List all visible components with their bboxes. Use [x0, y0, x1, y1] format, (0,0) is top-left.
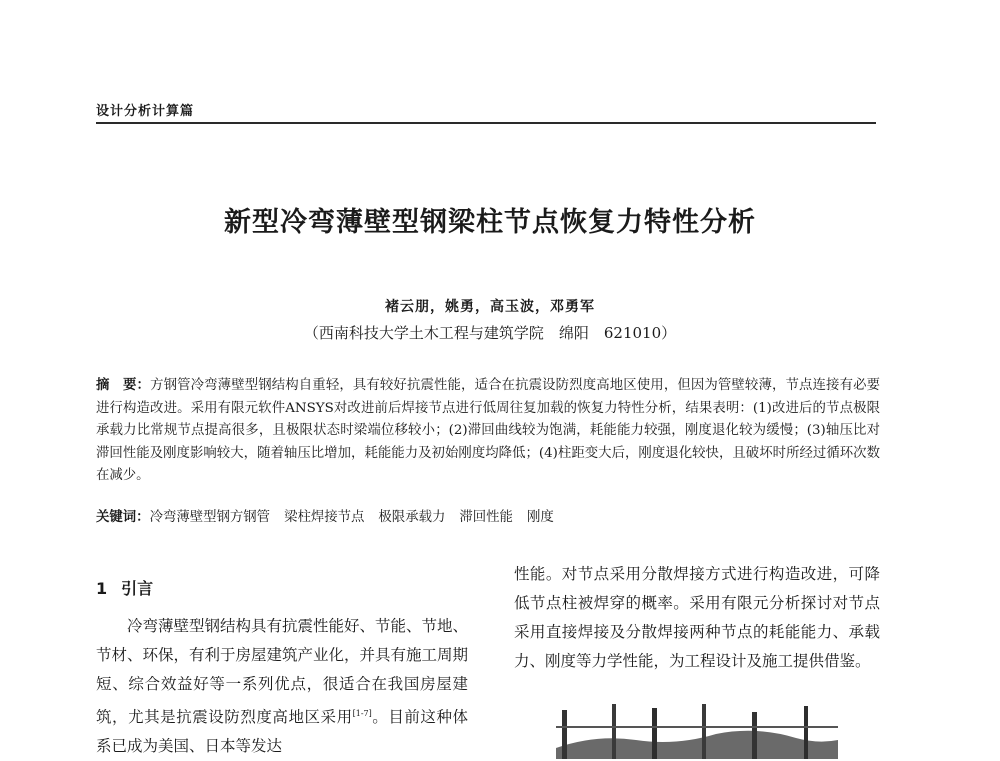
keyword: 极限承载力: [378, 510, 446, 525]
left-column: [96, 612, 468, 761]
citation: [1-7]: [352, 709, 372, 718]
abstract-label: 摘 要：: [96, 377, 151, 393]
affiliation: （西南科技大学土木工程与建筑学院 绵阳 621010）: [303, 324, 677, 342]
abstract: [96, 374, 880, 488]
section-label: 设计分析计算篇: [96, 104, 195, 119]
right-column: [514, 560, 880, 676]
keyword: 冷弯薄壁型钢方钢管: [149, 510, 271, 525]
section-number: 1: [96, 579, 108, 598]
header-rule: [96, 122, 876, 124]
section-heading: [96, 576, 153, 599]
keywords: [96, 506, 880, 525]
abstract-text: 方钢管冷弯薄壁型钢结构自重轻，具有较好抗震性能，适合在抗震设防烈度高地区使用，但因为管壁较薄，节点连接有必要进行构造改进。采用有限元软件ANSYS对改进前后焊接节点进行低周往复加载的恢复力特性分析，结果表明：(1)改进后的节点极限承载力比常规节点提高很多，且极限状态时梁端位移较小；(2)滞回曲线较为饱满，耗能能力较强，刚度退化较为缓慢；(3)轴压比对滞回性能及刚度影响较大，随着轴压比增加，耗能能力及初始刚度均降低；(4)柱距变大后，刚度退化较快，且破坏时所经过循环次数在减少。: [96, 378, 880, 483]
intro-text-1: 冷弯薄壁型钢结构具有抗震性能好、节能、节地、节材、环保，有利于房屋建筑产业化，并具有施工周期短、综合效益好等一系列优点，很适合在我国房屋建筑，尤其是抗震设防烈度高地区采用: [96, 617, 469, 727]
keyword: 刚度: [526, 510, 554, 525]
authors: 褚云朋，姚勇，高玉波，邓勇军: [385, 299, 595, 315]
intro-paragraph: [96, 612, 468, 761]
right-paragraph: 性能。对节点采用分散焊接方式进行构造改进，可降低节点柱被焊穿的概率。采用有限元分析探讨对节点采用直接焊接及分散焊接两种节点的耗能能力、承载力、刚度等力学性能，为工程设计及施工提供借鉴。: [514, 565, 880, 670]
section-title: 引言: [121, 579, 154, 598]
keyword: 滞回性能: [459, 510, 513, 525]
intro-text-2: 。目前这种体系已成为美国、日本等发达: [96, 708, 468, 756]
keywords-label: 关键词：: [96, 509, 150, 525]
figure-photo: [556, 704, 838, 759]
paper-title: 新型冷弯薄壁型钢梁柱节点恢复力特性分析: [224, 207, 756, 238]
keyword: 梁柱焊接节点: [284, 510, 365, 525]
